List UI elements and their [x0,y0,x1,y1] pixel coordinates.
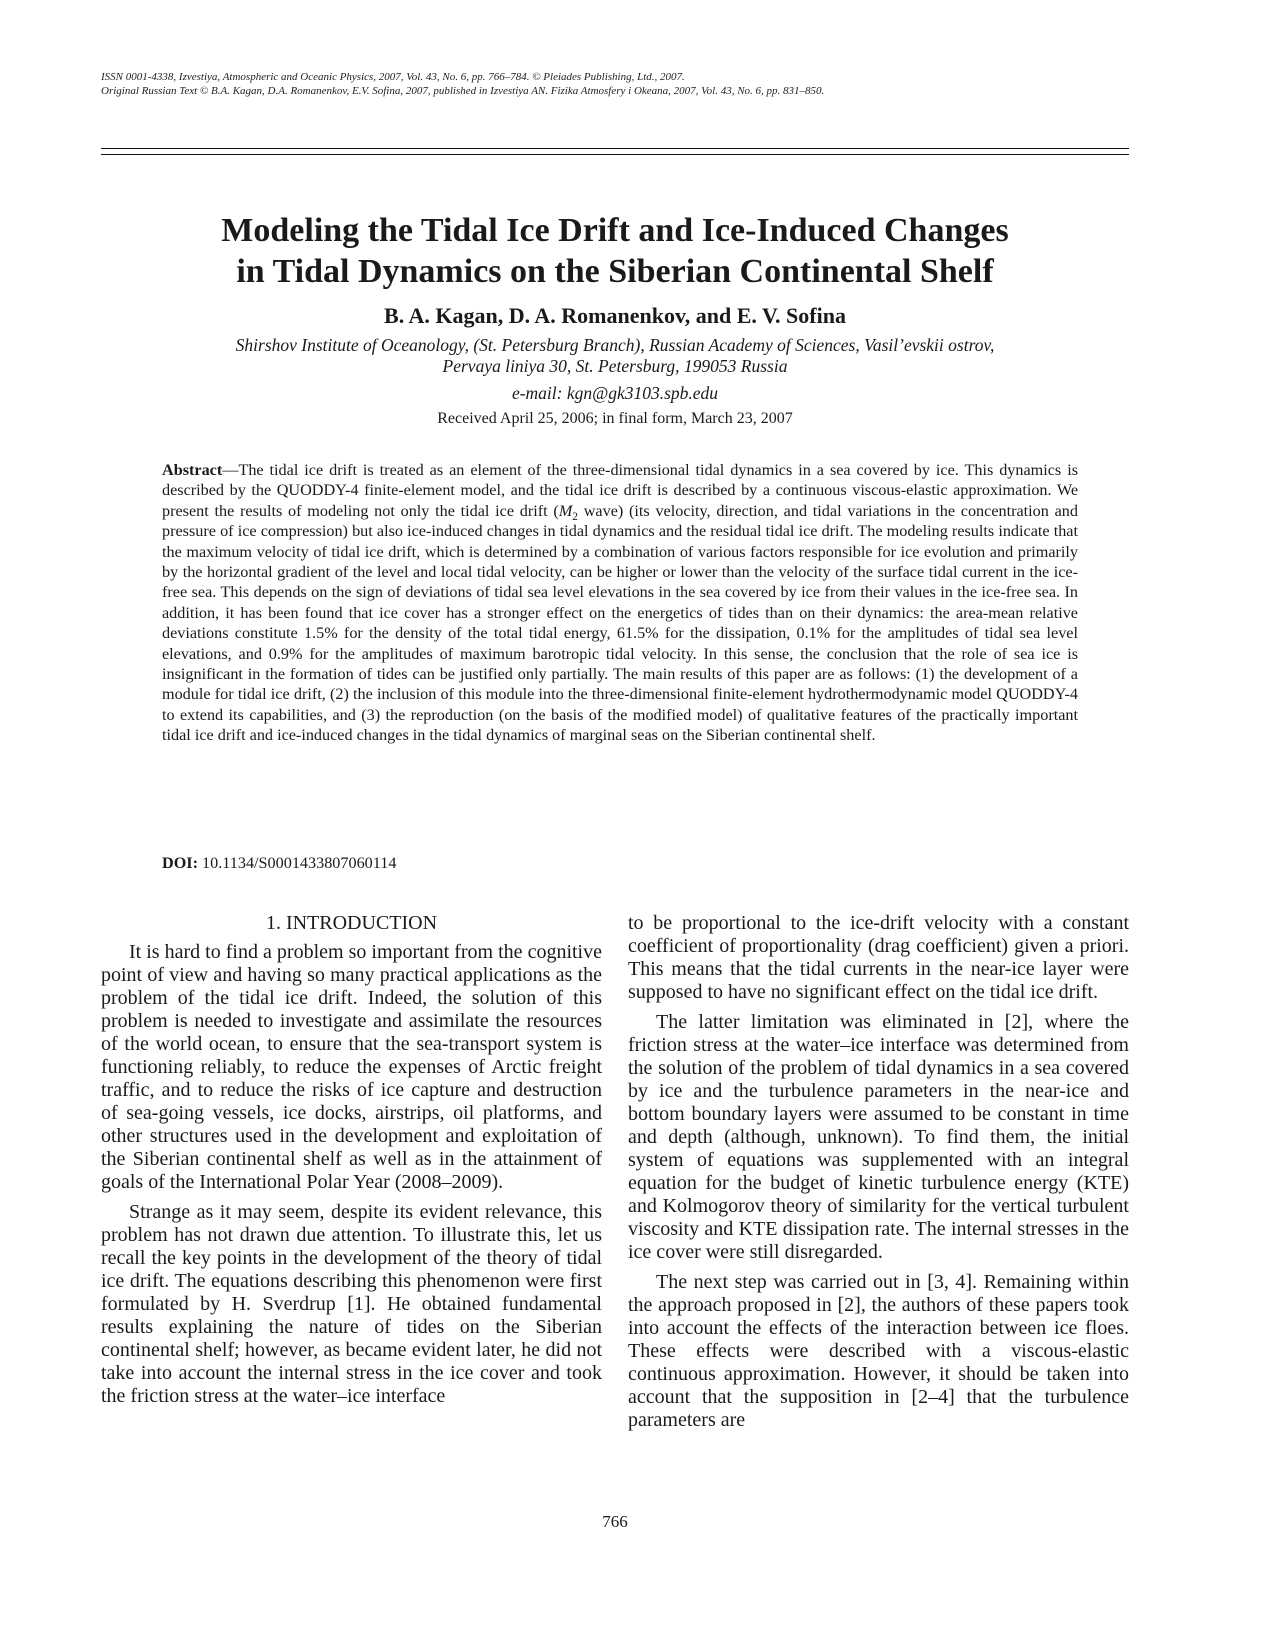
journal-header [101,70,1101,98]
header-line-2: Original Russian Text © B.A. Kagan, D.A. Romanenkov, E.V. Sofina, 2007, published in Izvestiya AN. Fizika Atmosfery i Okeana, 2007, Vol. 43, No. 6, pp. 831–850. [101,85,825,97]
m2-subscript: 2 [572,511,578,524]
header-rule-top [101,148,1129,149]
affiliation [101,335,1129,377]
paragraph: Strange as it may seem, despite its evident relevance, this problem has not drawn due attention. To illustrate this, let us recall the key points in the development of the theory of tidal ice drift. The equations describing this phenomenon were first formulated by H. Sverdrup [1]. He obtained fundamental results explaining the nature of tides on the Siberian continental shelf; however, as became evident later, he did not take into account the internal stress in the ice cover and took the friction stress at the water–ice interface [101,1201,602,1407]
email: e-mail: kgn@gk3103.spb.edu [511,383,719,403]
abstract [162,460,1078,746]
abstract-label: Abstract [162,461,223,479]
received-date: Received April 25, 2006; in final form, March 23, 2007 [437,410,793,427]
paragraph: It is hard to find a problem so important from the cognitive point of view and having so many practical applications as the problem of the tidal ice drift. Indeed, the solution of this problem is needed to investigate and assimilate the resources of the world ocean, to ensure that the sea-transport system is functioning reliably, to reduce the expenses of Arctic freight traffic, and to reduce the risks of ice capture and destruction of sea-going vessels, ice docks, airstrips, oil platforms, and other structures used in the development and exploitation of the Siberian continental shelf as well as in the attainment of goals of the International Polar Year (2008–2009). [101,941,602,1193]
title-line-1: Modeling the Tidal Ice Drift and Ice-Induced Changes [221,212,1009,249]
paragraph: The latter limitation was eliminated in [2], where the friction stress at the water–ice interface was determined from the solution of the problem of tidal dynamics in a sea covered by ice and the turbulence parameters in the near-ice and bottom boundary layers were assumed to be constant in time and depth (although, unknown). To find them, the initial system of equations was supplemented with an integral equation for the budget of kinetic turbulence energy (KTE) and Kolmogorov theory of similarity for the vertical turbulent viscosity and KTE dissipation rate. The internal stresses in the ice cover were still disregarded. [628,1011,1129,1263]
doi-label: DOI: [162,854,198,872]
affiliation-line-1: Shirshov Institute of Oceanology, (St. Petersburg Branch), Russian Academy of Sciences, Vasil’evskii ostrov, [235,335,995,355]
abstract-text-1: —The tidal ice drift is treated as an element of the three-dimensional tidal dynamics in a sea covered by ice. This dynamics is described by the QUODDY-4 finite-element model, and the tidal ice drift is described by a continuous viscous-elastic approximation. We present the results of modeling not only the tidal ice drift ( [162,461,1078,520]
paragraph: The next step was carried out in [3, 4]. Remaining within the approach proposed in [2], the authors of these papers took into account the effects of the interaction between ice floes. These effects were described with a viscous-elastic continuous approximation. However, it should be taken into account that the supposition in [2–4] that the turbulence parameters are [628,1271,1129,1431]
header-line-1: ISSN 0001-4338, Izvestiya, Atmospheric and Oceanic Physics, 2007, Vol. 43, No. 6, pp. 766–784. © Pleiades Publishing, Ltd., 2007. [101,71,685,83]
title-line-2: in Tidal Dynamics on the Siberian Continental Shelf [236,253,994,290]
paragraph: to be proportional to the ice-drift velocity with a constant coefficient of proportionality (drag coefficient) given a priori. This means that the tidal currents in the near-ice layer were supposed to have no significant effect on the tidal ice drift. [628,912,1129,1003]
left-column [101,912,602,1415]
doi [162,853,396,873]
affiliation-line-2: Pervaya liniya 30, St. Petersburg, 199053 Russia [442,356,788,376]
section-heading: 1. INTRODUCTION [265,912,438,934]
page-number: 766 [602,1512,628,1531]
paper-title [101,210,1129,292]
abstract-text-2: wave) (its velocity, direction, and tidal variations in the concentration and pressure of ice compression) but also ice-induced changes in tidal dynamics and the residual tidal ice drift. The modeling results indicate that the maximum velocity of tidal ice drift, which is determined by a combination of various factors responsible for ice evolution and primarily by the horizontal gradient of the level and local tidal velocity, can be higher or lower than the velocity of the surface tidal current in the ice-free sea. This depends on the sign of deviations of tidal sea level elevations in the sea covered by ice from their values in the ice-free sea. In addition, it has been found that ice cover has a stronger effect on the energetics of tides than on their dynamics: the area-mean relative deviations constitute 1.5% for the density of the total tidal energy, 61.5% for the dissipation, 0.1% for the amplitudes of tidal sea level elevations, and 0.9% for the amplitudes of maximum barotropic tidal velocity. In this sense, the conclusion that the role of sea ice is insignificant in the formation of tides can be justified only partially. The main results of this paper are as follows: (1) the development of a module for tidal ice drift, (2) the inclusion of this module into the three-dimensional finite-element hydrothermodynamic model QUODDY-4 to extend its capabilities, and (3) the reproduction (on the basis of the modified model) of qualitative features of the practically important tidal ice drift and ice-induced changes in the tidal dynamics of marginal seas on the Siberian continental shelf. [162,501,1078,745]
right-column [628,912,1129,1439]
authors: B. A. Kagan, D. A. Romanenkov, and E. V. Sofina [384,303,846,328]
header-rule-bottom [101,154,1129,155]
doi-value: 10.1134/S0001433807060114 [197,854,397,872]
m2-symbol: M [558,501,573,520]
